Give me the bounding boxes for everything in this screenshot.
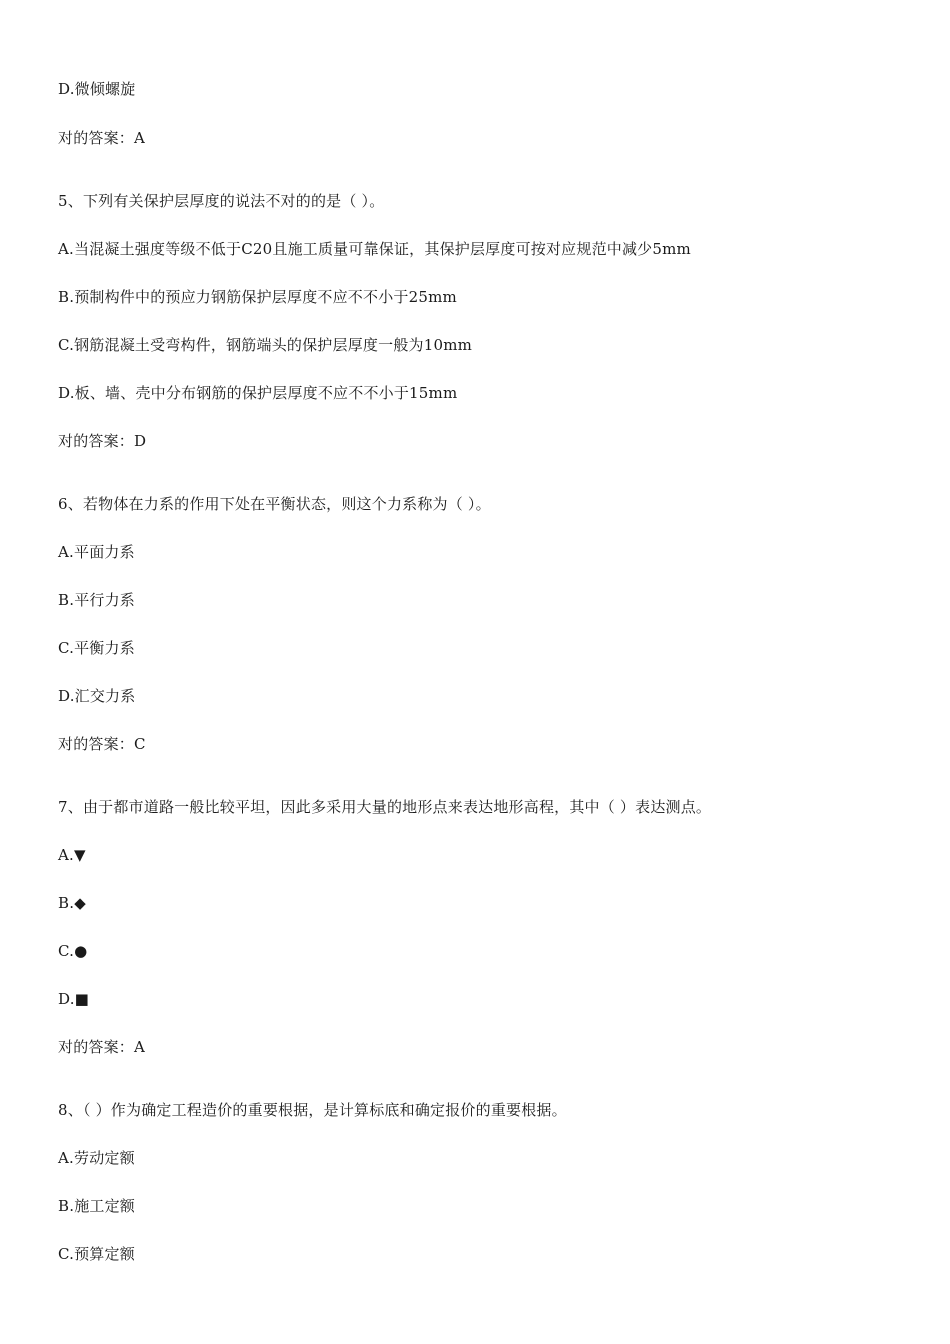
q6-question: 6、若物体在力系的作用下处在平衡状态，则这个力系称为（ ）。 [58, 495, 491, 513]
q5-option-c: C.钢筋混凝土受弯构件，钢筋端头的保护层厚度一般为10mm [58, 336, 473, 354]
q6-option-c: C.平衡力系 [58, 639, 135, 657]
q4-option-d: D.微倾螺旋 [58, 80, 136, 98]
q8-option-c: C.预算定额 [58, 1245, 135, 1263]
q5-answer: 对的答案：D [58, 432, 147, 450]
q6-option-a: A.平面力系 [58, 543, 135, 561]
q5-option-b: B.预制构件中的预应力钢筋保护层厚度不应不不小于25mm [58, 288, 457, 306]
q8-option-a: A.劳动定额 [58, 1149, 135, 1167]
q5-option-a: A.当混凝土强度等级不低于C20且施工质量可靠保证，其保护层厚度可按对应规范中减少5mm [58, 240, 691, 258]
q5-option-d: D.板、墙、壳中分布钢筋的保护层厚度不应不不小于15mm [58, 384, 458, 402]
q7-option-c: C.● [58, 942, 88, 960]
q6-answer: 对的答案：C [58, 735, 146, 753]
q6-option-d: D.汇交力系 [58, 687, 136, 705]
q8-option-b: B.施工定额 [58, 1197, 135, 1215]
q6-option-b: B.平行力系 [58, 591, 135, 609]
q4-answer: 对的答案：A [58, 129, 146, 147]
q7-option-d: D.■ [58, 990, 90, 1008]
q8-question: 8、（ ）作为确定工程造价的重要根据，是计算标底和确定报价的重要根据。 [58, 1101, 567, 1119]
q7-option-b: B.◆ [58, 894, 86, 912]
q7-question: 7、由于都市道路一般比较平坦，因此多采用大量的地形点来表达地形高程，其中（ ）表达测点。 [58, 798, 712, 816]
q7-option-a: A.▼ [58, 846, 86, 864]
q7-answer: 对的答案：A [58, 1038, 146, 1056]
q5-question: 5、下列有关保护层厚度的说法不对的的是（ ）。 [58, 192, 385, 210]
